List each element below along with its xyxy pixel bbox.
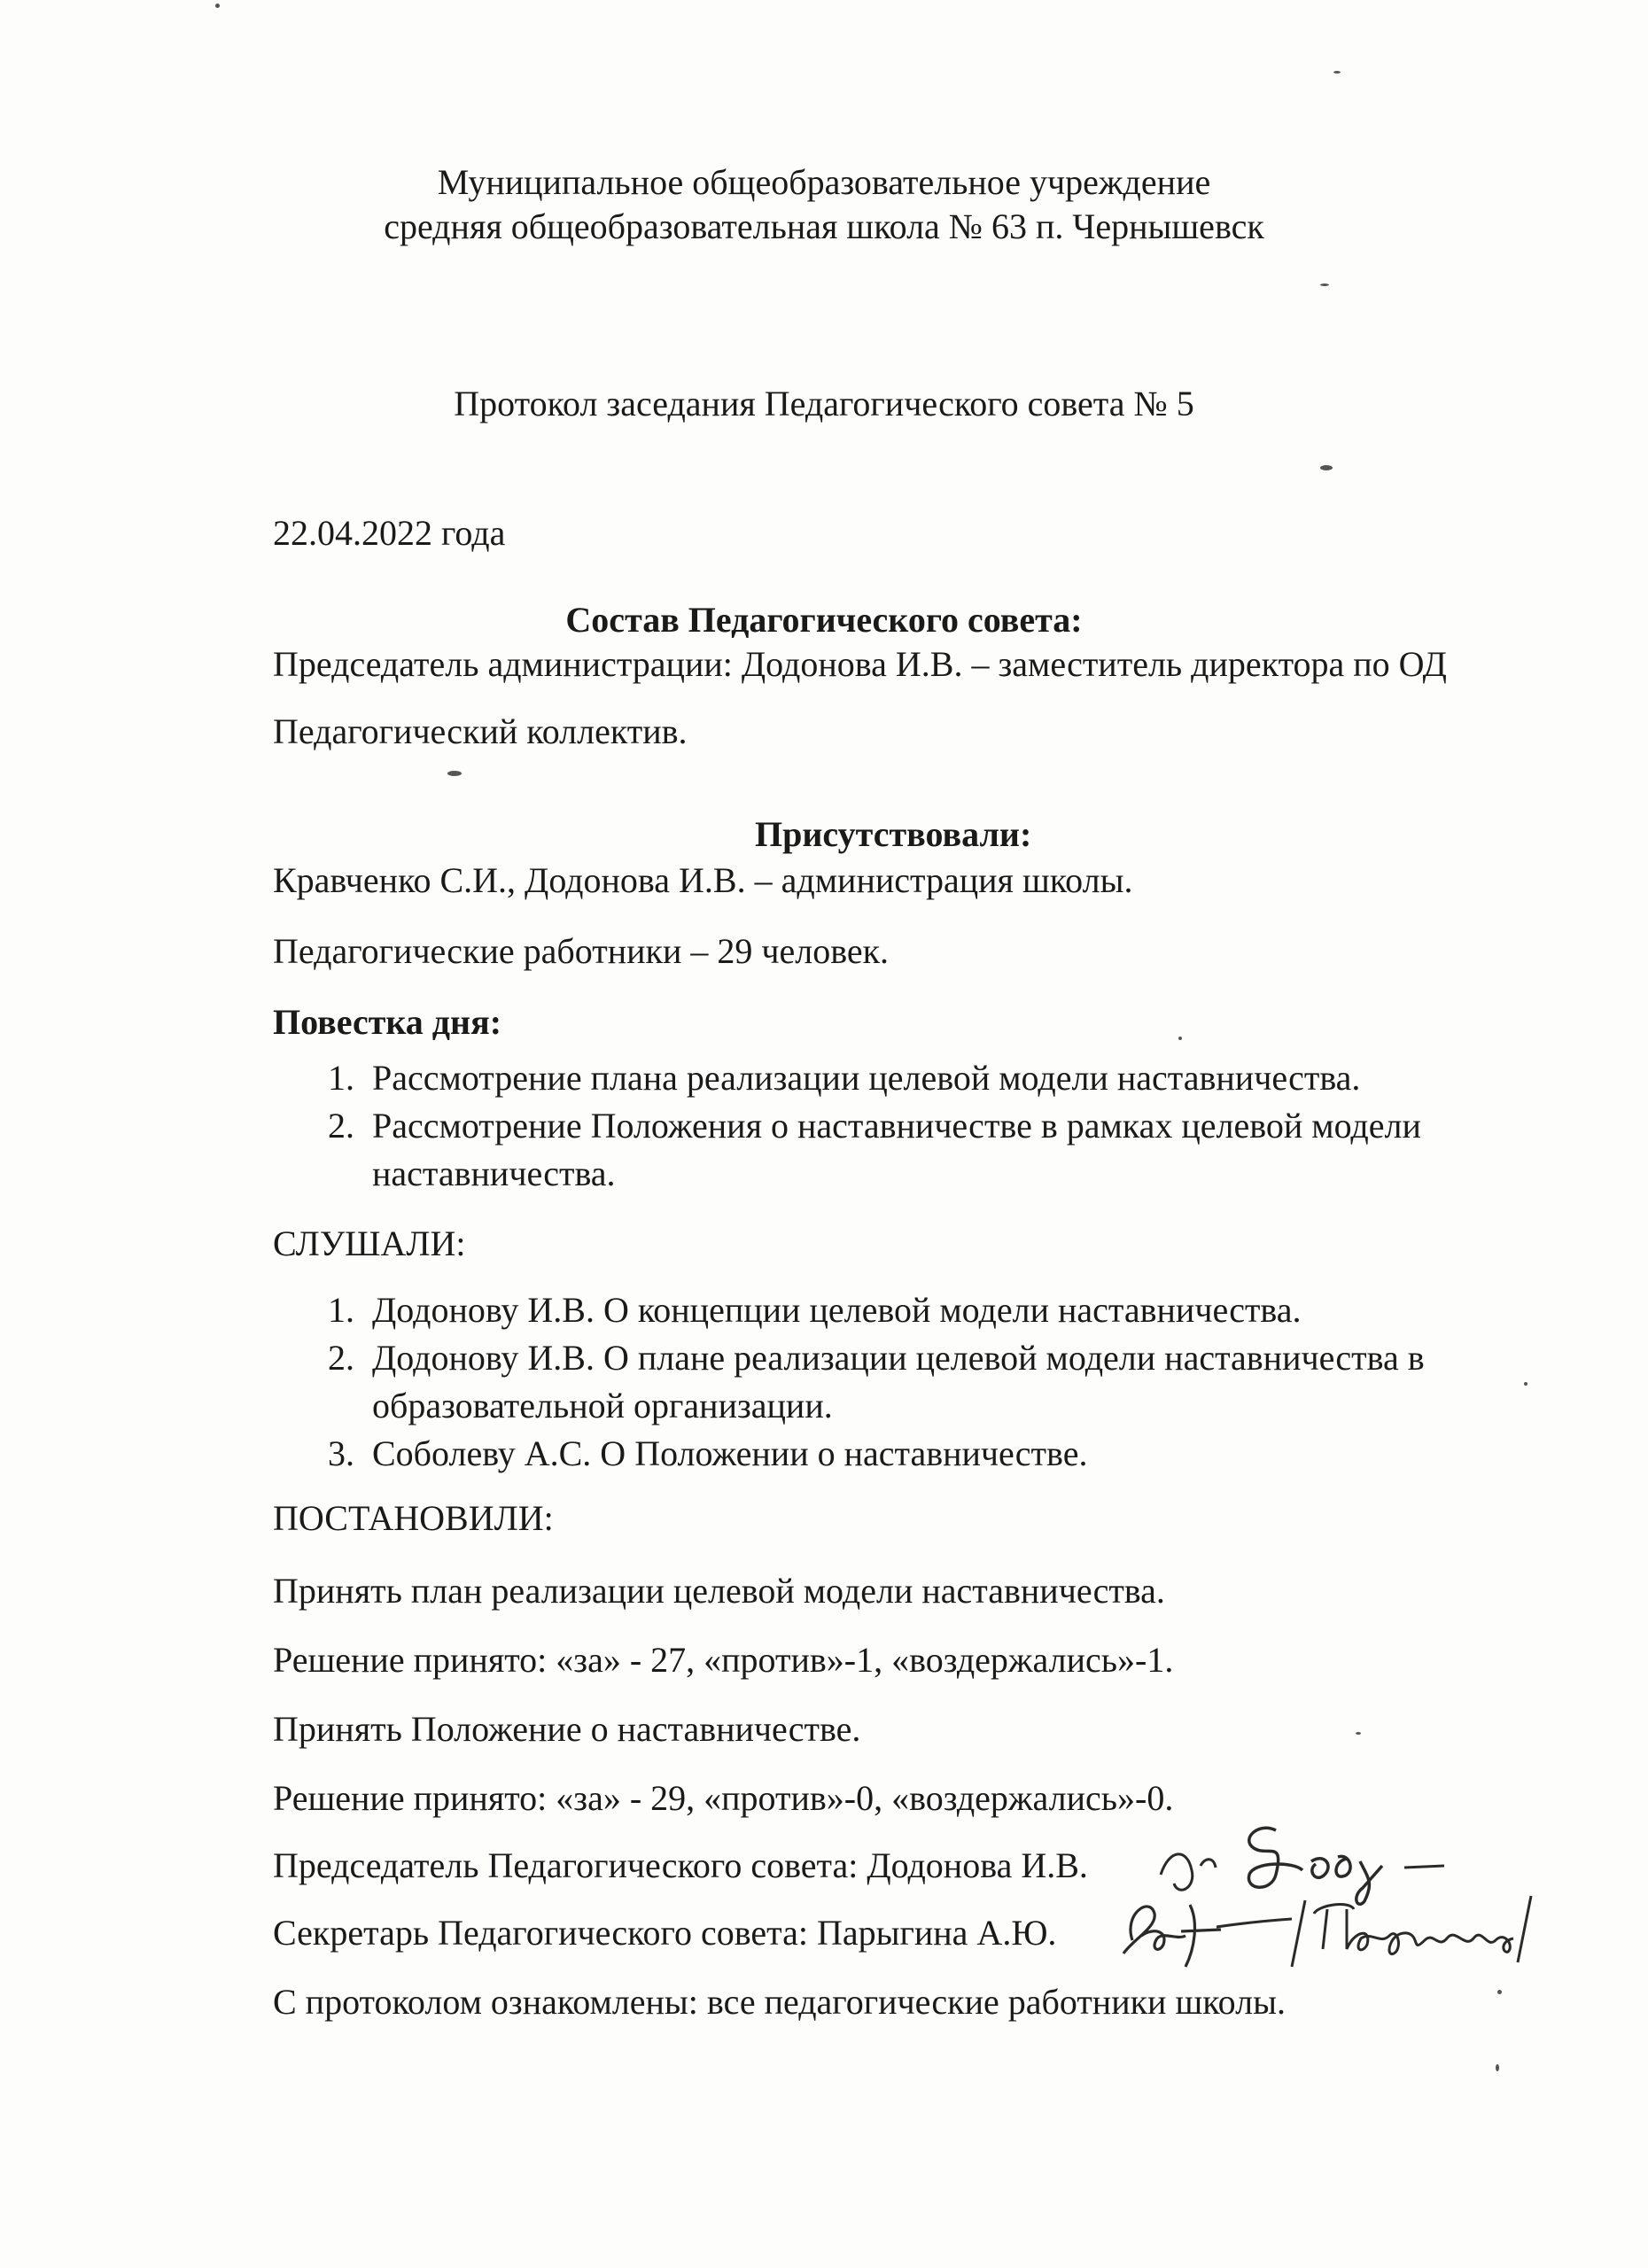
heard-item: 1. Додонову И.В. О концепции целевой модели наставничества. (328, 1290, 1302, 1330)
scan-speck (1320, 284, 1329, 286)
meeting-date: 22.04.2022 года (273, 513, 506, 553)
agenda-item: 1. Рассмотрение плана реализации целевой модели наставничества. (328, 1058, 1361, 1098)
resolved-vote-1: Решение принято: «за» - 27, «против»-1, «воздержались»-1. (273, 1640, 1174, 1680)
protocol-title: Протокол заседания Педагогического совета № 5 (454, 384, 1194, 423)
composition-collective: Педагогический коллектив. (273, 711, 688, 751)
heard-item: 2. Додонову И.В. О плане реализации целевой модели наставничества в образовательной организации. (328, 1338, 1425, 1425)
scan-speck (1333, 71, 1341, 74)
heard-heading: СЛУШАЛИ: (273, 1223, 466, 1263)
scan-speck (1320, 465, 1333, 470)
agenda-heading: Повестка дня: (273, 1002, 502, 1042)
present-heading: Присутствовали: (755, 814, 1032, 854)
secretary-handwritten-signature (1115, 1887, 1558, 1976)
heard-list (328, 1286, 1425, 1478)
scan-speck (1496, 2064, 1499, 2071)
chair-signature-line: Председатель Педагогического совета: Додонова И.В. (273, 1845, 1088, 1885)
composition-heading: Состав Педагогического совета: (565, 600, 1083, 640)
scan-speck (1356, 1732, 1361, 1735)
org-name-line-2: средняя общеобразовательная школа № 63 п. Чернышевск (384, 206, 1264, 246)
resolved-decision-1: Принять план реализации целевой модели наставничества. (273, 1571, 1165, 1611)
heard-item: 3. Соболеву А.С. О Положении о наставничестве. (328, 1433, 1088, 1473)
present-admin: Кравченко С.И., Додонова И.В. – администрация школы. (273, 860, 1133, 900)
scan-speck (215, 4, 220, 8)
scan-speck (1524, 1382, 1528, 1386)
resolved-vote-2: Решение принято: «за» - 29, «против»-0, «воздержались»-0. (273, 1778, 1174, 1818)
scan-speck (1497, 1990, 1502, 1994)
agenda-item: 2. Рассмотрение Положения о наставничестве в рамках целевой модели наставничества. (328, 1106, 1421, 1193)
composition-chair: Председатель администрации: Додонова И.В. – заместитель директора по ОД (273, 644, 1447, 684)
scan-speck (1178, 1037, 1182, 1040)
agenda-list (328, 1054, 1421, 1198)
resolved-decision-2: Принять Положение о наставничестве. (273, 1709, 861, 1749)
scan-speck (447, 771, 462, 776)
footer-note: С протоколом ознакомлены: все педагогические работники школы. (273, 1982, 1286, 2022)
resolved-heading: ПОСТАНОВИЛИ: (273, 1498, 554, 1538)
org-name-line-1: Муниципальное общеобразовательное учреждение (437, 162, 1211, 202)
secretary-signature-line: Секретарь Педагогического совета: Парыгина А.Ю. (273, 1913, 1057, 1953)
present-staff: Педагогические работники – 29 человек. (273, 931, 890, 971)
